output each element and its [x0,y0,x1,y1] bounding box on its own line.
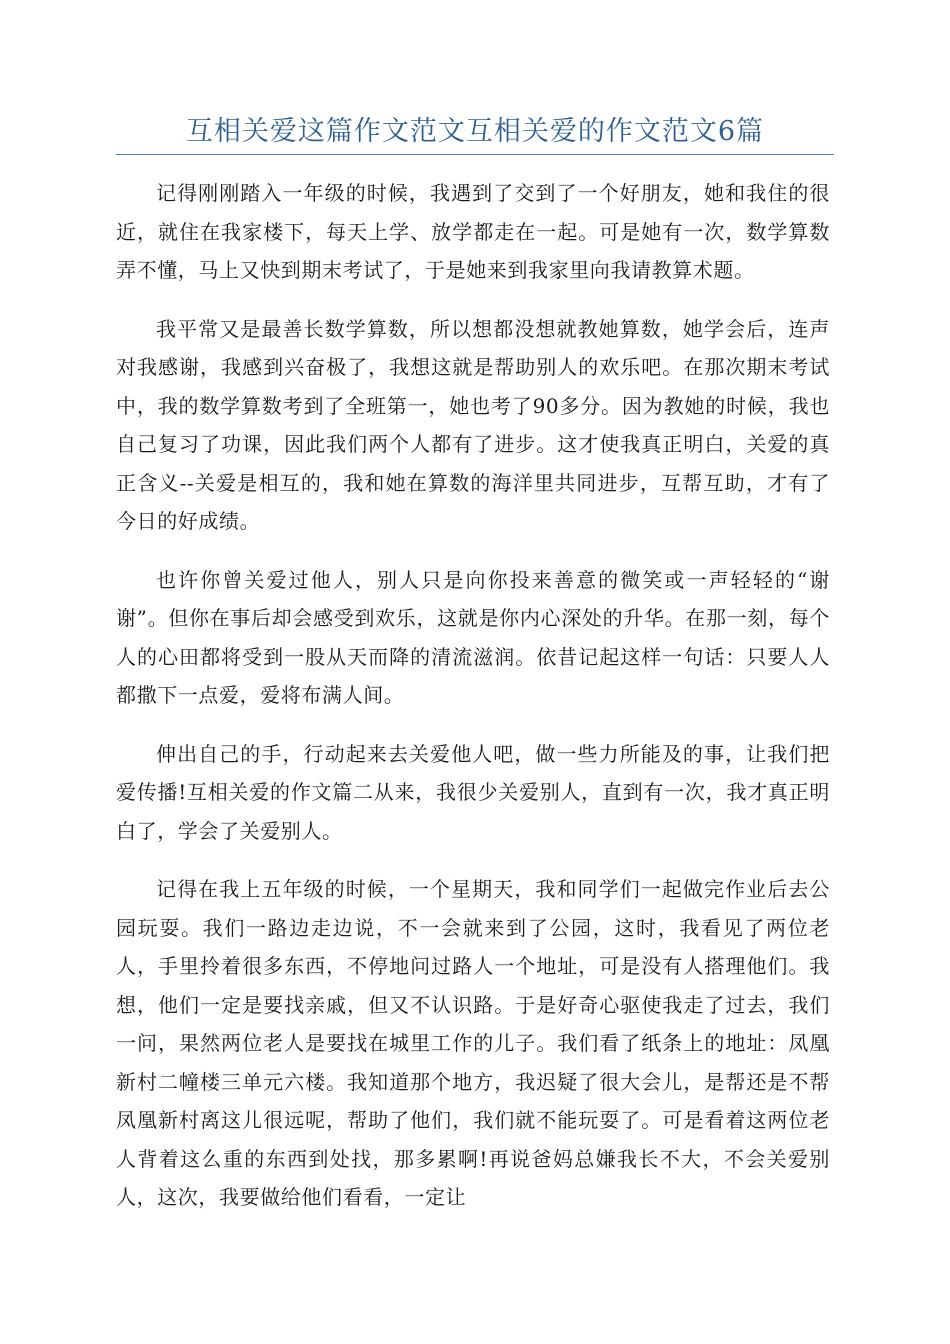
paragraph-5: 记得在我上五年级的时候，一个星期天，我和同学们一起做完作业后去公园玩耍。我们一路边走边说，不一会就来到了公园，这时，我看见了两位老人，手里拎着很多东西，不停地问过路人一个地址，可是没有人搭理他们。我想，他们一定是要找亲戚，但又不认识路。于是好奇心驱使我走了过去，我们一问，果然两位老人是要找在城里工作的儿子。我们看了纸条上的地址：凤凰新村二幢楼三单元六楼。我知道那个地方，我迟疑了很大会儿，是帮还是不帮凤凰新村离这儿很远呢，帮助了他们，我们就不能玩耍了。可是看着这两位老人背着这么重的东西到处找，那多累啊!再说爸妈总嫌我长不大，不会关爱别人，这次，我要做给他们看看，一定让 [116,877,830,1209]
title-underline [116,154,834,155]
document-body [116,174,830,1237]
paragraph-2: 我平常又是最善长数学算数，所以想都没想就教她算数，她学会后，连声对我感谢，我感到兴奋极了，我想这就是帮助别人的欢乐吧。在那次期末考试中，我的数学算数考到了全班第一，她也考了90多分。因为教她的时候，我也自己复习了功课，因此我们两个人都有了进步。这才使我真正明白，关爱的真正含义--关爱是相互的，我和她在算数的海洋里共同进步，互帮互助，才有了今日的好成绩。 [116,316,830,533]
paragraph-4: 伸出自己的手，行动起来去关爱他人吧，做一些力所能及的事，让我们把爱传播!互相关爱的作文篇二从来，我很少关爱别人，直到有一次，我才真正明白了，学会了关爱别人。 [116,741,830,843]
paragraph-1: 记得刚刚踏入一年级的时候，我遇到了交到了一个好朋友，她和我住的很近，就住在我家楼下，每天上学、放学都走在一起。可是她有一次，数学算数弄不懂，马上又快到期末考试了，于是她来到我家里向我请教算术题。 [116,181,830,282]
paragraph-3: 也许你曾关爱过他人，别人只是向你投来善意的微笑或一声轻轻的“谢谢”。但你在事后却会感受到欢乐，这就是你内心深处的升华。在那一刻，每个人的心田都将受到一股从天而降的清流滋润。依昔记起这样一句话：只要人人都撒下一点爱，爱将布满人间。 [116,567,830,707]
document-title: 互相关爱这篇作文范文互相关爱的作文范文6篇 [185,116,765,147]
